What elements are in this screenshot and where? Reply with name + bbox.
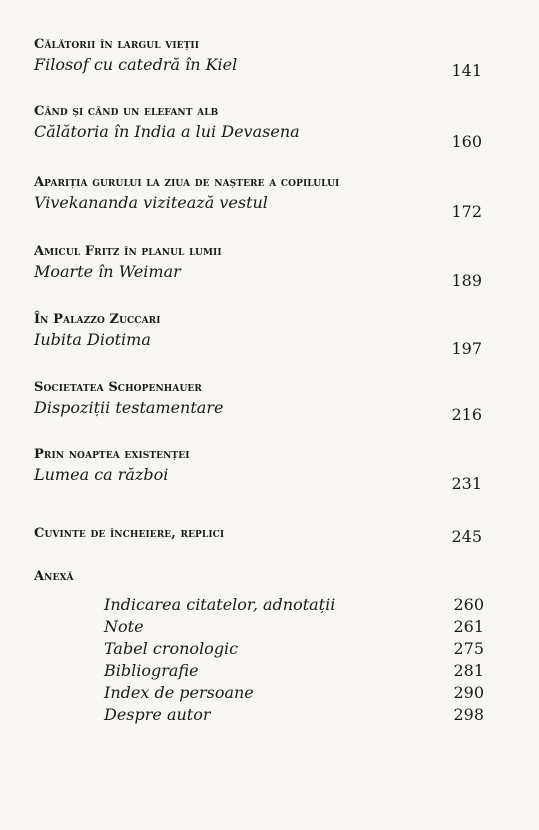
annex-heading: Anexă (34, 569, 74, 584)
toc-entry (34, 311, 504, 358)
annex-item (104, 660, 484, 682)
page-number: 216 (451, 405, 482, 424)
chapter-subtitle: Dispoziții testamentare (34, 398, 224, 417)
toc-entry (34, 243, 504, 290)
toc-entry (34, 103, 504, 151)
annex-section (34, 568, 504, 585)
chapter-subtitle: Vivekananda vizitează vestul (34, 193, 268, 212)
page-number: 197 (451, 339, 482, 358)
annex-item-label: Note (104, 617, 144, 636)
page-number: 298 (453, 705, 484, 724)
annex-item-label: Tabel cronologic (104, 639, 239, 658)
chapter-heading: Când și când un elefant alb (34, 104, 219, 119)
page-number: 261 (453, 617, 484, 636)
page-number: 290 (453, 683, 484, 702)
toc-entry (34, 446, 504, 493)
annex-item-label: Bibliografie (104, 661, 199, 680)
page-number: 260 (453, 595, 484, 614)
toc-entry (34, 379, 504, 424)
annex-item-label: Indicarea citatelor, adnotații (104, 595, 336, 614)
chapter-heading: Apariția gurului la ziua de naștere a copilului (34, 175, 340, 190)
annex-item-label: Despre autor (104, 705, 211, 724)
annex-item (104, 704, 484, 726)
annex-item (104, 682, 484, 704)
page-number: 141 (451, 61, 482, 80)
toc-entry (34, 174, 504, 221)
chapter-heading: Călătorii în largul vieții (34, 37, 200, 52)
page-number: 281 (453, 661, 484, 680)
page-number: 275 (453, 639, 484, 658)
chapter-subtitle: Iubita Diotima (34, 330, 151, 349)
chapter-subtitle: Filosof cu catedră în Kiel (34, 55, 238, 74)
chapter-heading: Amicul Fritz în planul lumii (34, 244, 222, 259)
page-number: 160 (451, 132, 482, 151)
chapter-subtitle: Moarte în Weimar (34, 262, 181, 281)
page-number: 172 (451, 202, 482, 221)
chapter-heading: Prin noaptea existenței (34, 447, 190, 462)
chapter-heading: Societatea Schopenhauer (34, 380, 202, 395)
page-number: 245 (451, 527, 482, 546)
chapter-subtitle: Lumea ca război (34, 465, 169, 484)
annex-item (104, 638, 484, 660)
page-number: 189 (451, 271, 482, 290)
page-number: 231 (451, 474, 482, 493)
toc-entry (34, 36, 504, 80)
chapter-heading: În Palazzo Zuccari (34, 312, 161, 327)
annex-list (104, 594, 484, 726)
annex-item (104, 594, 484, 616)
annex-item (104, 616, 484, 638)
chapter-heading: Cuvinte de încheiere, replici (34, 526, 225, 541)
annex-item-label: Index de persoane (104, 683, 254, 702)
toc-entry-closing (34, 525, 504, 546)
chapter-subtitle: Călătoria în India a lui Devasena (34, 122, 300, 141)
